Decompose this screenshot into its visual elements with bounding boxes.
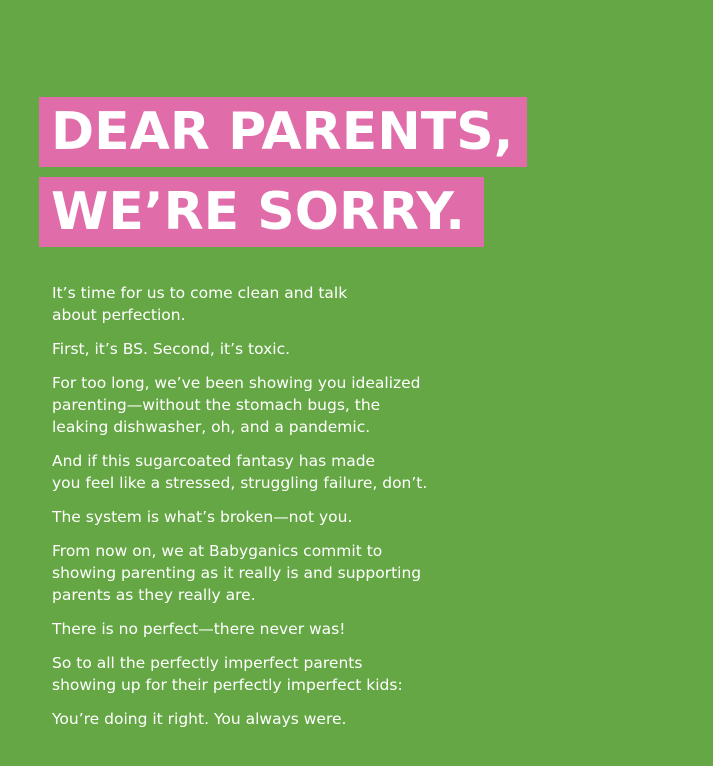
paragraph: And if this sugarcoated fantasy has made you feel like a stressed, struggling failure, don’t. (52, 452, 428, 492)
paragraph: It’s time for us to come clean and talk about perfection. (52, 284, 348, 324)
body-copy (52, 282, 492, 742)
headline-line-2: WE’RE SORRY. (39, 177, 484, 247)
paragraph: You’re doing it right. You always were. (52, 710, 347, 728)
paragraph: From now on, we at Babyganics commit to showing parenting as it really is and supporting parents as they really are. (52, 542, 422, 604)
paragraph: For too long, we’ve been showing you idealized parenting—without the stomach bugs, the leaking dishwasher, oh, and a pandemic. (52, 374, 421, 436)
paragraph: First, it’s BS. Second, it’s toxic. (52, 340, 291, 358)
paragraph: There is no perfect—there never was! (52, 620, 346, 638)
paragraph: So to all the perfectly imperfect parents showing up for their perfectly imperfect kids: (52, 654, 403, 694)
paragraph: The system is what’s broken—not you. (52, 508, 353, 526)
headline-line-1: DEAR PARENTS, (39, 97, 527, 167)
headline (39, 97, 527, 247)
